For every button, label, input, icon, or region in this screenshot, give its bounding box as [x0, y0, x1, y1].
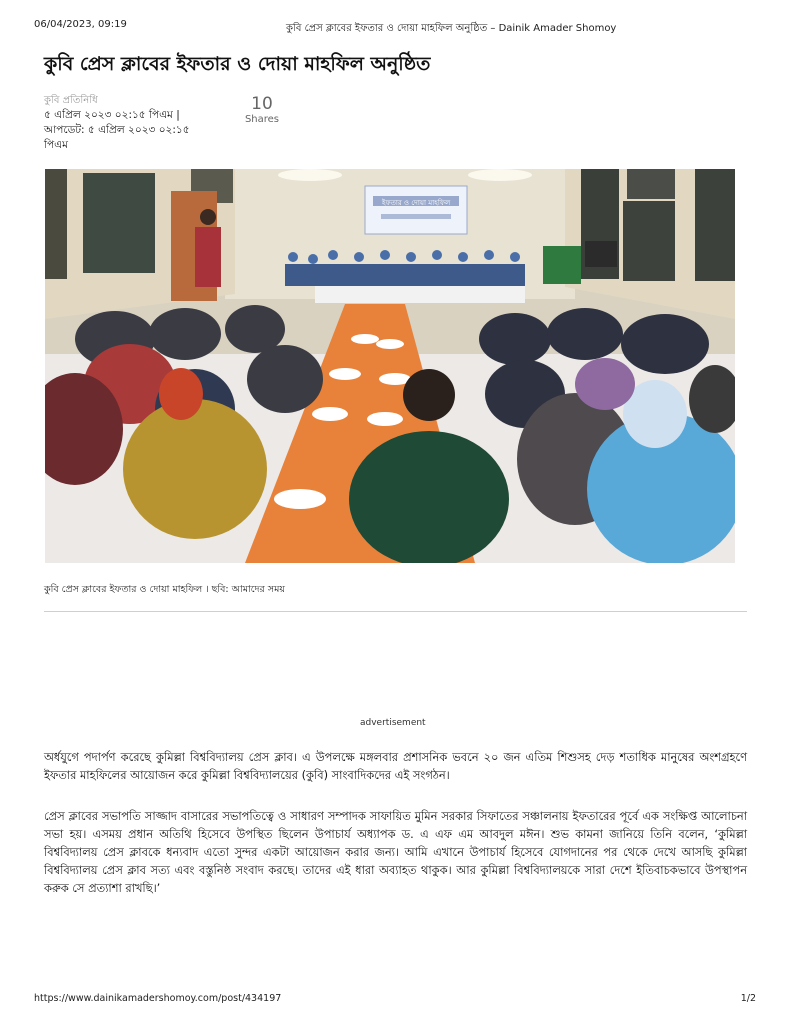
article-paragraph-2: প্রেস ক্লাবের সভাপতি সাজ্জাদ বাসারের সভাপতিত্বে ও সাধারণ সম্পাদক সাফায়িত মুমিন সরকার সিফাতের সঞ্চালনায় ইফতারের পূর্বে এক সংক্ষিপ্ত আলোচনা সভা হয়। এসময় প্রধান অতিথি হিসেবে উপস্থিত ছিলেন উপাচার্য অধ্যাপক ড. এ এফ এম আবদুল মঈন। শুভ কামনা জানিয়ে তিনি বলেন, ‘কুমিল্লা বিশ্ববিদ্যালয় প্রেস ক্লাবকে ধন্যবাদ এতো সুন্দর একটা আয়োজন করার জন্য। আমি এখানে উপাচার্য হিসেবে যোগদানের পর থেকে দেখে আসছি কুমিল্লা বিশ্ববিদ্যালয় প্রেস ক্লাব সত্য এবং বস্তুনিষ্ঠ সংবাদ করছে। তাদের এই ধারা অব্যাহত থাকুক। আর কুমিল্লা বিশ্ববিদ্যালয়কে সারা দেশে ইতিবাচকভাবে উপস্থাপন করুক সে প্রত্যাশা রাখছি।’ [44, 809, 747, 895]
share-count-number: 10 [251, 94, 273, 114]
print-footer-url: https://www.dainikamadershomoy.com/post/434197 [34, 993, 282, 1004]
advertisement-label: advertisement [360, 718, 426, 728]
divider [44, 611, 747, 612]
photo-caption: কুবি প্রেস ক্লাবের ইফতার ও দোয়া মাহফিল । ছবি: আমাদের সময় [44, 584, 285, 595]
print-page-number: 1/2 [740, 993, 756, 1004]
article-headline: কুবি প্রেস ক্লাবের ইফতার ও দোয়া মাহফিল অনুষ্ঠিত [44, 53, 431, 75]
article-byline: কুবি প্রতিনিধি [44, 95, 98, 106]
share-count[interactable] [240, 95, 284, 125]
article-photo [45, 169, 735, 563]
print-datetime: 06/04/2023, 09:19 [34, 19, 127, 30]
print-page-title: কুবি প্রেস ক্লাবের ইফতার ও দোয়া মাহফিল অনুষ্ঠিত – Dainik Amader Shomoy [286, 23, 617, 34]
banner-text: ইফতার ও দোয়া মাহফিল [381, 199, 451, 207]
share-count-label: Shares [244, 114, 280, 125]
article-paragraph-1: অর্ধযুগে পদার্পণ করেছে কুমিল্লা বিশ্ববিদ্যালয় প্রেস ক্লাব। এ উপলক্ষে মঙ্গলবার প্রশাসনিক ভবনে ২০ জন এতিম শিশুসহ দেড় শতাধিক মানুষের অংশগ্রহণে ইফতার মাহফিলের আয়োজন করে কুমিল্লা বিশ্ববিদ্যালয়ের (কুবি) সাংবাদিকদের এই সংগঠন। [44, 750, 747, 782]
article-meta: ৫ এপ্রিল ২০২৩ ০২:১৫ পিএম | আপডেট: ৫ এপ্রিল ২০২৩ ০২:১৫ পিএম [44, 109, 190, 151]
